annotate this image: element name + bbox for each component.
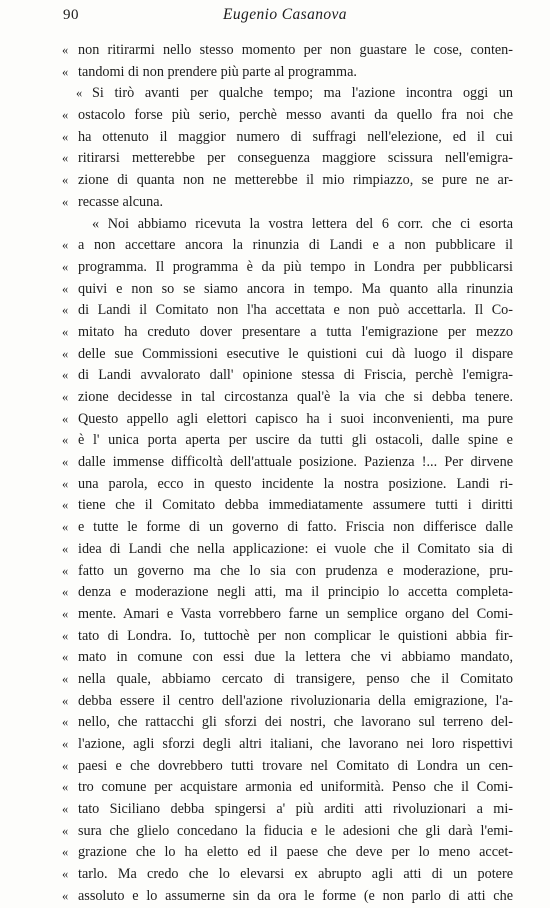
line-text: mato in comune con essi due la lettera che vi abbiamo mandato, xyxy=(78,649,513,666)
quote-mark: « xyxy=(62,737,69,751)
quote-mark: « xyxy=(62,563,69,578)
line-text: dalle immense difficoltà dell'attuale posizione. Pazienza !... Per dirvene xyxy=(78,454,513,471)
text-line xyxy=(62,756,513,778)
text-line xyxy=(62,495,513,517)
line-text: idea di Landi che nella applicazione: ei vuole che il Comitato sia di xyxy=(78,540,513,557)
quote-mark: « xyxy=(62,368,69,383)
quote-mark: « xyxy=(62,650,69,665)
text-line xyxy=(78,214,513,236)
quote-mark: « xyxy=(62,476,69,491)
quote-mark: « xyxy=(62,867,69,882)
text-line xyxy=(62,864,513,886)
text-line xyxy=(62,821,513,843)
quote-mark: « xyxy=(76,86,83,101)
quote-mark: « xyxy=(62,64,69,79)
line-text: tro comune per acquistare armonia ed uniformità. Penso che il Comi- xyxy=(78,779,513,796)
quote-mark: « xyxy=(62,303,69,318)
quote-mark: « xyxy=(62,129,69,144)
text-line xyxy=(62,279,513,301)
quote-mark: « xyxy=(62,802,69,817)
text-line xyxy=(62,734,513,756)
quote-mark: « xyxy=(62,411,69,426)
quote-mark: « xyxy=(62,259,69,274)
line-text: Si tirò avanti per qualche tempo; ma l'azione incontra oggi un xyxy=(92,85,513,102)
quote-mark: « xyxy=(62,281,69,296)
line-text: ostacolo forse più serio, perchè messo avanti da quello fra noi che xyxy=(78,107,513,124)
text-line xyxy=(62,170,513,192)
text-line xyxy=(62,604,513,626)
line-text: tiene che il Comitato debba immediatamente assumere tutti i diritti xyxy=(78,497,513,514)
text-line xyxy=(62,409,513,431)
text-line xyxy=(62,561,513,583)
line-text: di Landi avvalorato dall' opinione stessa di Friscia, perchè l'emigra- xyxy=(78,367,513,384)
line-text: tarlo. Ma credo che lo elevarsi ex abrupto agli atti di un potere xyxy=(78,866,513,883)
text-line xyxy=(62,626,513,648)
quote-mark: « xyxy=(62,151,69,166)
text-line xyxy=(62,430,513,452)
line-text: ha ottenuto il maggior numero di suffragi nell'elezione, ed il cui xyxy=(78,128,513,145)
quote-mark: « xyxy=(62,43,69,57)
quote-mark: « xyxy=(62,433,69,448)
quote-mark: « xyxy=(62,780,69,795)
line-text: « Noi abbiamo ricevuta la vostra lettera del 6 corr. che ci esorta xyxy=(92,215,513,232)
text-line xyxy=(62,842,513,864)
body-text xyxy=(62,40,513,908)
text-line xyxy=(62,474,513,496)
quote-mark: « xyxy=(62,845,69,860)
line-text: una parola, ecco in questo incidente la nostra posizione. Landi ri- xyxy=(78,475,513,492)
text-line xyxy=(62,387,513,409)
quote-mark: « xyxy=(62,324,69,339)
line-text: di Landi il Comitato non l'ha accettata e non può accettarla. Il Co- xyxy=(78,302,513,319)
page-header xyxy=(0,4,550,28)
text-line xyxy=(62,127,513,149)
quote-mark: « xyxy=(62,715,69,730)
text-line xyxy=(62,777,513,799)
text-line xyxy=(62,40,513,62)
line-text: tandomi di non prendere più parte al programma. xyxy=(78,63,357,80)
line-text: tato Siciliano debba spingersi a' più arditi atti rivoluzionari a mi- xyxy=(78,801,513,818)
quote-mark: « xyxy=(62,520,69,535)
quote-mark: « xyxy=(62,585,69,600)
text-line xyxy=(62,300,513,322)
text-line xyxy=(62,647,513,669)
line-text: grazione che lo ha eletto ed il paese che deve per lo meno accet- xyxy=(78,844,513,861)
line-text: assoluto e lo assumerne sin da ora le forme (e non parlo di atti che xyxy=(78,887,513,904)
text-line xyxy=(62,582,513,604)
line-text: fatto un governo ma che lo sia con prudenza e moderazione, pru- xyxy=(78,562,513,579)
line-text: programma. Il programma è da più tempo in Londra per pubblicarsi xyxy=(78,258,513,275)
line-text: è l' unica porta aperta per uscire da tutti gli ostacoli, dalle spine e xyxy=(78,432,513,449)
quote-mark: « xyxy=(62,693,69,708)
line-text: recasse alcuna. xyxy=(78,193,164,210)
text-line xyxy=(62,235,513,257)
text-line xyxy=(62,799,513,821)
text-line xyxy=(62,344,513,366)
text-line xyxy=(62,517,513,539)
quote-mark: « xyxy=(62,541,69,556)
text-line xyxy=(62,712,513,734)
quote-mark: « xyxy=(62,455,69,470)
line-text: nello, che rattacchi gli sforzi dei nostri, che lavorano sul terreno del- xyxy=(78,714,513,731)
text-line xyxy=(62,322,513,344)
text-line xyxy=(62,62,513,84)
text-line xyxy=(62,539,513,561)
line-text: nella quale, abbiamo cercato di transigere, penso che il Comitato xyxy=(78,670,513,687)
text-line xyxy=(62,148,513,170)
quote-mark: « xyxy=(62,238,69,253)
line-text: quivi e non so se siamo ancora in tempo. Ma quanto alla rinunzia xyxy=(78,280,513,297)
text-line xyxy=(62,105,513,127)
line-text: e tutte le forme di un governo di fatto. Friscia non differisce dalle xyxy=(78,519,513,536)
line-text: zione decidesse in tal circostanza qual'è la via che si debba tenere. xyxy=(78,389,513,405)
page-number: 90 xyxy=(63,7,79,23)
quote-mark: « xyxy=(62,390,69,404)
quote-mark: « xyxy=(62,173,69,188)
line-text: a non accettare ancora la rinunzia di Landi e a non pubblicare il xyxy=(78,237,513,254)
quote-mark: « xyxy=(62,823,69,838)
quote-mark: « xyxy=(62,628,69,643)
text-line xyxy=(78,83,513,105)
running-head: Eugenio Casanova xyxy=(223,6,347,23)
text-line xyxy=(62,886,513,908)
quote-mark: « xyxy=(62,758,69,773)
text-line xyxy=(62,365,513,387)
text-line xyxy=(62,452,513,474)
line-text: zione di quanta non ne metterebbe il mio rimpiazzo, se pure ne ar- xyxy=(78,172,513,189)
quote-mark: « xyxy=(62,194,69,209)
line-text: debba essere il centro dell'azione rivoluzionaria della emigrazione, l'a- xyxy=(78,692,513,709)
quote-mark: « xyxy=(62,606,69,621)
text-line xyxy=(62,691,513,713)
line-text: delle sue Commissioni esecutive le quistioni cui dà luogo il dispare xyxy=(78,345,513,362)
text-line xyxy=(62,669,513,691)
text-line xyxy=(62,192,513,214)
line-text: mente. Amari e Vasta vorrebbero farne un semplice organo del Comi- xyxy=(78,605,513,622)
line-text: sura che glielo concedano la fiducia e le adesioni che gli darà l'emi- xyxy=(78,822,513,839)
line-text: ritirarsi metterebbe per conseguenza maggiore scissura nell'emigra- xyxy=(78,150,513,167)
line-text: paesi e che dovrebbero tutti trovare nel Comitato di Londra un cen- xyxy=(78,757,513,774)
line-text: l'azione, agli sforzi degli altri italiani, che lavorano nei loro rispettivi xyxy=(78,736,513,752)
line-text: Questo appello agli elettori capisco ha i suoi inconvenienti, ma pure xyxy=(78,410,513,427)
quote-mark: « xyxy=(62,346,69,361)
line-text: tato di Londra. Io, tuttochè per non complicar le quistioni abbia fir- xyxy=(78,627,513,644)
quote-mark: « xyxy=(62,498,69,513)
quote-mark: « xyxy=(62,671,69,686)
quote-mark: « xyxy=(62,108,69,123)
line-text: mitato ha creduto dover presentare a tutta l'emigrazione per mezzo xyxy=(78,323,513,340)
line-text: denza e moderazione negli atti, ma il principio lo accetta completa- xyxy=(78,584,513,601)
line-text: non ritirarmi nello stesso momento per non guastare le cose, conten- xyxy=(78,42,513,58)
text-line xyxy=(62,257,513,279)
quote-mark: « xyxy=(62,888,69,903)
